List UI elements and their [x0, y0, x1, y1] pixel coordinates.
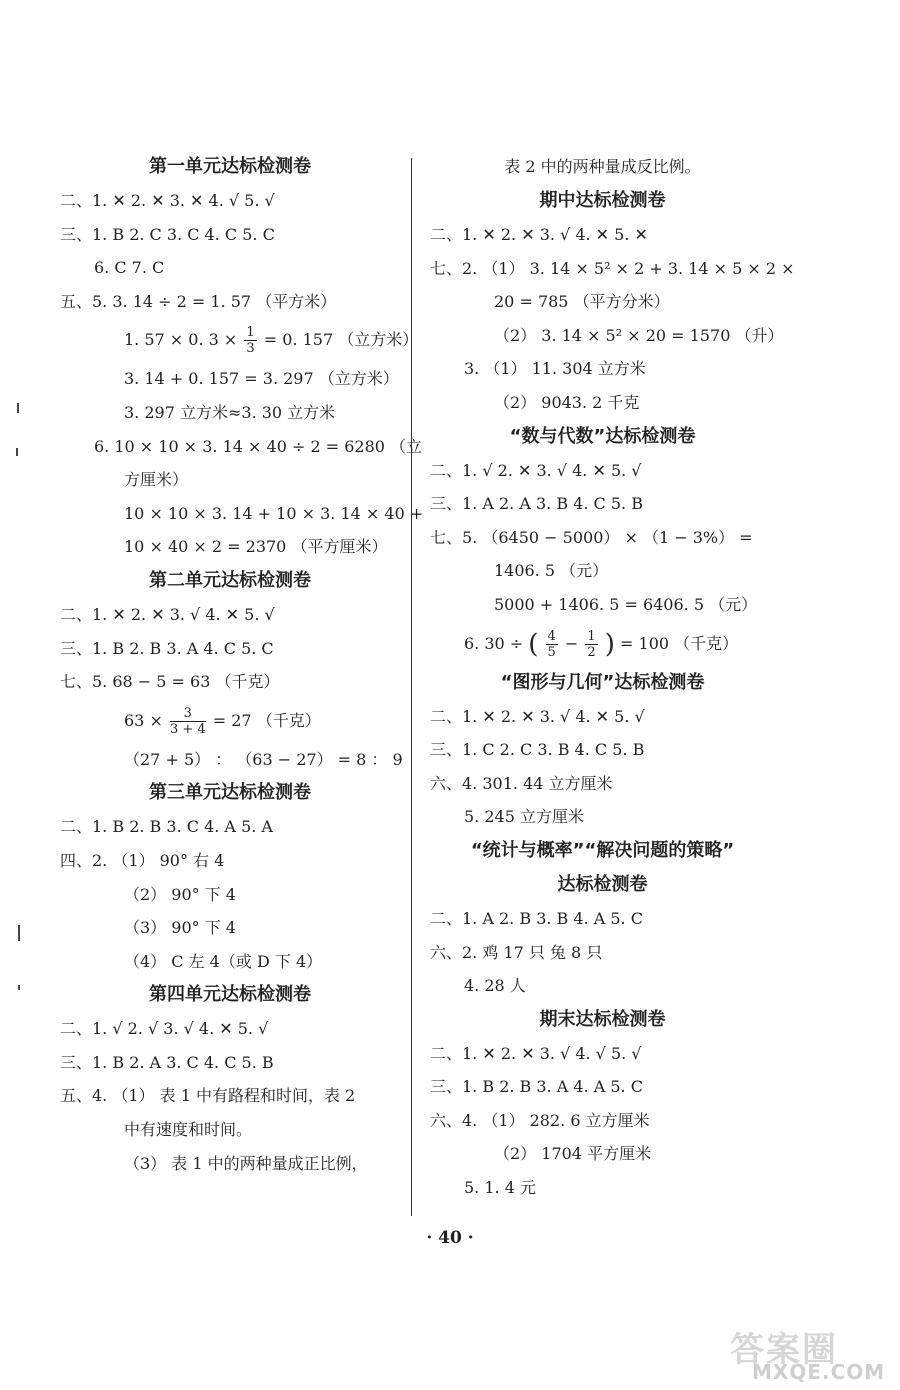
fraction [546, 629, 558, 660]
answer-line: （3） 表 1 中的两种量成正比例， [124, 1153, 368, 1173]
watermark-logo: 答案圈 [730, 1330, 838, 1370]
answer-line: 二、1. √ 2. ✕ 3. √ 4. ✕ 5. √ [430, 460, 642, 480]
answer-line: 二、1. A 2. B 3. B 4. A 5. C [430, 908, 643, 928]
answer-line: 6. C 7. C [94, 258, 165, 278]
section-title-final: 期末达标检测卷 [539, 1008, 666, 1030]
answer-line: 5. 1. 4 元 [464, 1178, 536, 1198]
answer-line: 1406. 5 （元） [494, 561, 609, 581]
fraction [244, 325, 256, 356]
answer-line: 六、4. （1） 282. 6 立方厘米 [430, 1110, 650, 1130]
answer-line: 六、4. 301. 44 立方厘米 [430, 773, 613, 793]
fraction-denominator: 3 [246, 341, 255, 357]
section-title-statistics: “统计与概率”“解决问题的策略” [470, 839, 735, 861]
answer-line: （2） 3. 14 × 5² × 20 = 1570 （升） [494, 325, 784, 345]
fraction-numerator: 3 [170, 706, 206, 722]
answer-line: （4） C 左 4（或 D 下 4） [124, 951, 323, 971]
fraction [585, 629, 597, 660]
section-title-unit-3: 第三单元达标检测卷 [149, 782, 311, 804]
fraction-denominator: 2 [587, 644, 596, 660]
column-divider [411, 158, 412, 1216]
answer-line: 方厘米） [124, 470, 189, 490]
answer-line: 5000 + 1406. 5 = 6406. 5 （元） [494, 594, 758, 614]
expr-prefix: 63 × [124, 710, 163, 730]
answer-line: 20 = 785 （平方分米） [494, 292, 670, 312]
fraction-denominator: 3 + 4 [169, 721, 206, 737]
continued-line: 表 2 中的两种量成反比例。 [504, 157, 701, 176]
answer-line-fraction [60, 318, 419, 362]
watermark-url: MXQE.COM [752, 1360, 886, 1384]
fraction-numerator: 1 [246, 325, 255, 341]
fraction-denominator: 5 [547, 644, 556, 660]
margin-speck [18, 925, 20, 941]
fraction [170, 706, 206, 737]
answer-line-fraction [60, 699, 400, 743]
answer-line: 二、1. ✕ 2. ✕ 3. √ 4. √ 5. √ [430, 1043, 642, 1063]
expr-suffix: = 100 （千克） [620, 633, 739, 653]
answer-line: （2） 1704 平方厘米 [494, 1144, 652, 1164]
answer-line: 七、5. 68 − 5 = 63 （千克） [60, 672, 280, 692]
expr-suffix: = 0. 157 （立方米） [263, 330, 419, 350]
answer-line: 二、1. ✕ 2. ✕ 3. √ 4. ✕ 5. √ [60, 604, 275, 624]
answer-line: 三、1. B 2. A 3. C 4. C 5. B [60, 1052, 274, 1072]
paren-close: ) [604, 629, 615, 660]
section-title-unit-1: 第一单元达标检测卷 [149, 156, 311, 177]
answer-line: 4. 28 人 [464, 976, 526, 996]
answer-line: 二、1. B 2. B 3. C 4. A 5. A [60, 817, 273, 837]
answer-line: 10 × 40 × 2 = 2370 （平方厘米） [124, 537, 388, 557]
answer-line: 二、1. ✕ 2. ✕ 3. √ 4. ✕ 5. √ [430, 706, 645, 726]
fraction-numerator: 1 [587, 628, 596, 644]
margin-speck [17, 403, 19, 413]
answer-line-fraction [430, 622, 775, 666]
answer-line: 10 × 10 × 3. 14 + 10 × 3. 14 × 40 + [124, 503, 424, 523]
answer-line: 三、1. B 2. B 3. A 4. A 5. C [430, 1077, 643, 1097]
expr-prefix: 1. 57 × 0. 3 × [124, 330, 238, 350]
answer-line: 五、5. 3. 14 ÷ 2 = 1. 57 （平方米） [60, 291, 337, 311]
answer-line: （2） 90° 下 4 [124, 884, 236, 904]
answer-line: 六、2. 鸡 17 只 兔 8 只 [430, 942, 603, 962]
answer-line: 5. 245 立方厘米 [464, 807, 584, 827]
answer-line: 6. 10 × 10 × 3. 14 × 40 ÷ 2 = 6280 （立 [94, 436, 423, 456]
answer-line: （2） 9043. 2 千克 [494, 392, 640, 412]
expr-suffix: = 27 （千克） [212, 710, 321, 730]
section-title-midterm: 期中达标检测卷 [539, 190, 666, 211]
answer-line: 二、1. ✕ 2. ✕ 3. √ 4. ✕ 5. ✕ [430, 225, 648, 244]
answer-line: （3） 90° 下 4 [124, 918, 236, 938]
answer-line: 四、2. （1） 90° 右 4 [60, 850, 225, 870]
section-title-unit-2: 第二单元达标检测卷 [149, 569, 311, 591]
answer-line: 二、1. ✕ 2. ✕ 3. ✕ 4. √ 5. √ [60, 191, 275, 210]
minus-sign: − [564, 633, 579, 653]
page-number: · 40 · [426, 1228, 474, 1248]
answer-line: 二、1. √ 2. √ 3. √ 4. ✕ 5. √ [60, 1019, 269, 1039]
section-title-unit-4: 第四单元达标检测卷 [149, 984, 311, 1006]
expr-prefix: 6. 30 ÷ [464, 633, 524, 653]
answer-line: 3. 297 立方米≈3. 30 立方米 [124, 402, 336, 422]
fraction-numerator: 4 [547, 628, 556, 644]
answer-line: 三、1. A 2. A 3. B 4. C 5. B [430, 494, 643, 514]
margin-speck [18, 985, 20, 990]
answer-line: 七、2. （1） 3. 14 × 5² × 2 + 3. 14 × 5 × 2 × [430, 258, 795, 278]
answer-line: 三、1. B 2. B 3. A 4. C 5. C [60, 638, 274, 658]
answer-line: （27 + 5） ： （63 − 27） = 8 ： 9 [124, 749, 403, 769]
answer-line: 中有速度和时间。 [124, 1120, 253, 1140]
answer-line: 七、5. （6450 − 5000） × （1 − 3%） = [430, 527, 753, 547]
left-column [60, 150, 424, 1180]
section-title-statistics-2: 达标检测卷 [557, 873, 648, 895]
answer-line: 3. 14 + 0. 157 = 3. 297 （立方米） [124, 369, 399, 389]
paren-open: ( [528, 629, 539, 660]
answer-line: 三、1. B 2. C 3. C 4. C 5. C [60, 224, 275, 244]
section-title-algebra: “数与代数”达标检测卷 [509, 425, 696, 447]
answer-line: 3. （1） 11. 304 立方米 [464, 359, 646, 379]
answer-line: 五、4. （1） 表 1 中有路程和时间，表 2 [60, 1086, 356, 1106]
right-column [430, 150, 795, 1205]
section-title-geometry: “图形与几何”达标检测卷 [500, 671, 705, 693]
answer-line: 三、1. C 2. C 3. B 4. C 5. B [430, 740, 645, 760]
margin-speck [16, 448, 18, 456]
